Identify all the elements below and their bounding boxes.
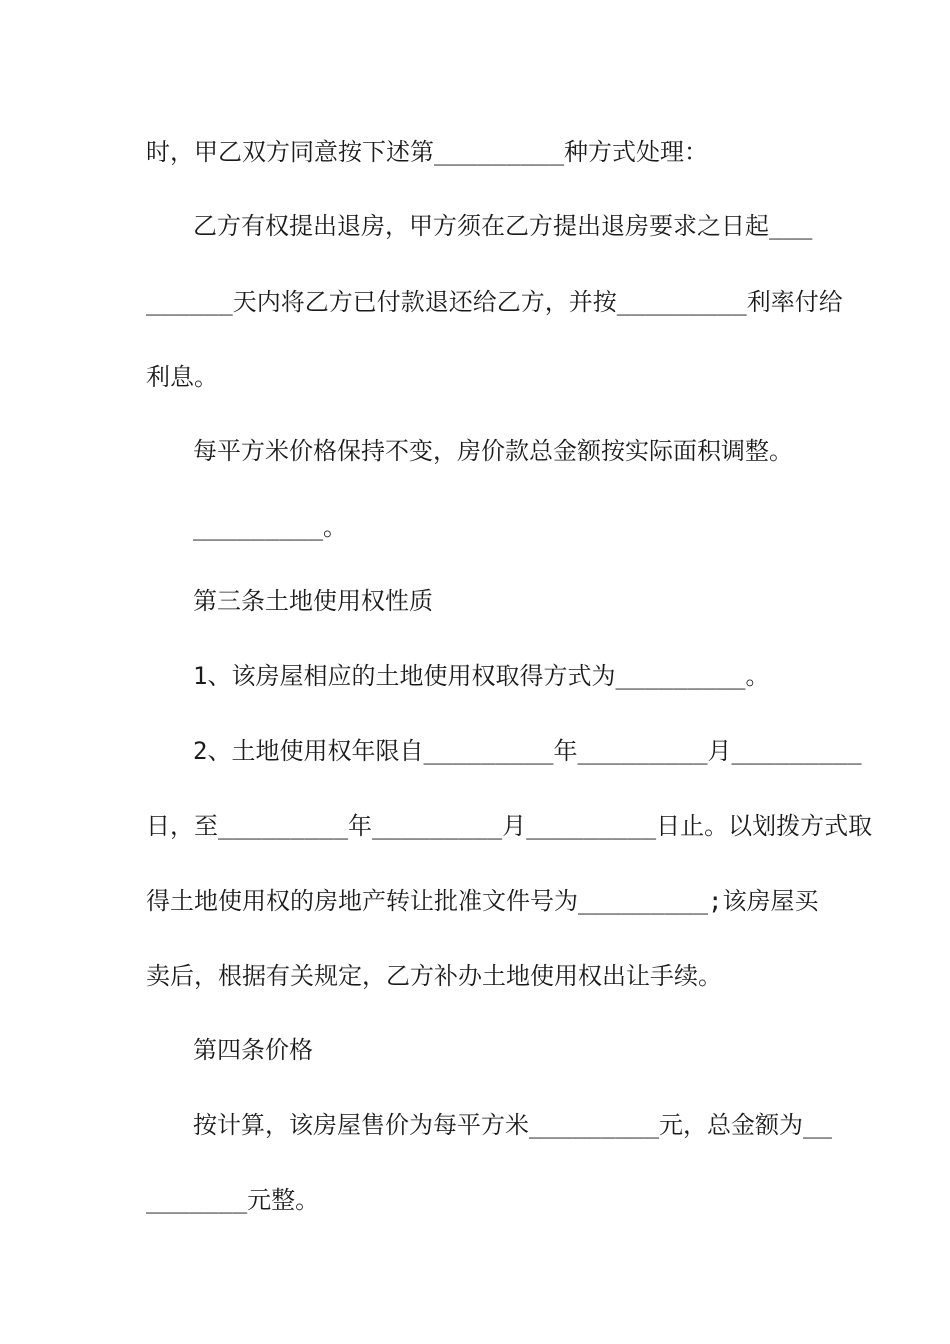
text-line-15: _______元整。 bbox=[146, 1186, 320, 1214]
text-line-1: 时，甲乙双方同意按下述第_________种方式处理： bbox=[146, 138, 709, 166]
section-heading-4: 第四条价格 bbox=[193, 1036, 313, 1064]
clause-3-1: 1、该房屋相应的土地使用权取得方式为_________。 bbox=[193, 662, 770, 690]
text-line-5: 每平方米价格保持不变，房价款总金额按实际面积调整。 bbox=[193, 437, 793, 465]
section-heading-3: 第三条土地使用权性质 bbox=[193, 587, 433, 615]
text-line-3: ______天内将乙方已付款退还给乙方，并按_________利率付给 bbox=[146, 288, 843, 316]
price-clause: 按计算，该房屋售价为每平方米_________元，总金额为__ bbox=[193, 1111, 832, 1139]
text-line-4: 利息。 bbox=[146, 363, 218, 391]
text-line-12: 卖后，根据有关规定，乙方补办土地使用权出让手续。 bbox=[146, 962, 722, 990]
text-line-11: 得土地使用权的房地产转让批准文件号为_________;该房屋买 bbox=[146, 887, 819, 915]
blank-line: _________。 bbox=[193, 513, 348, 541]
text-line-10: 日，至_________年_________月_________日止。以划拨方式取 bbox=[146, 812, 873, 840]
text-line-2: 乙方有权提出退房，甲方须在乙方提出退房要求之日起___ bbox=[193, 212, 813, 240]
clause-3-2: 2、土地使用权年限自_________年_________月_________ bbox=[193, 737, 862, 765]
